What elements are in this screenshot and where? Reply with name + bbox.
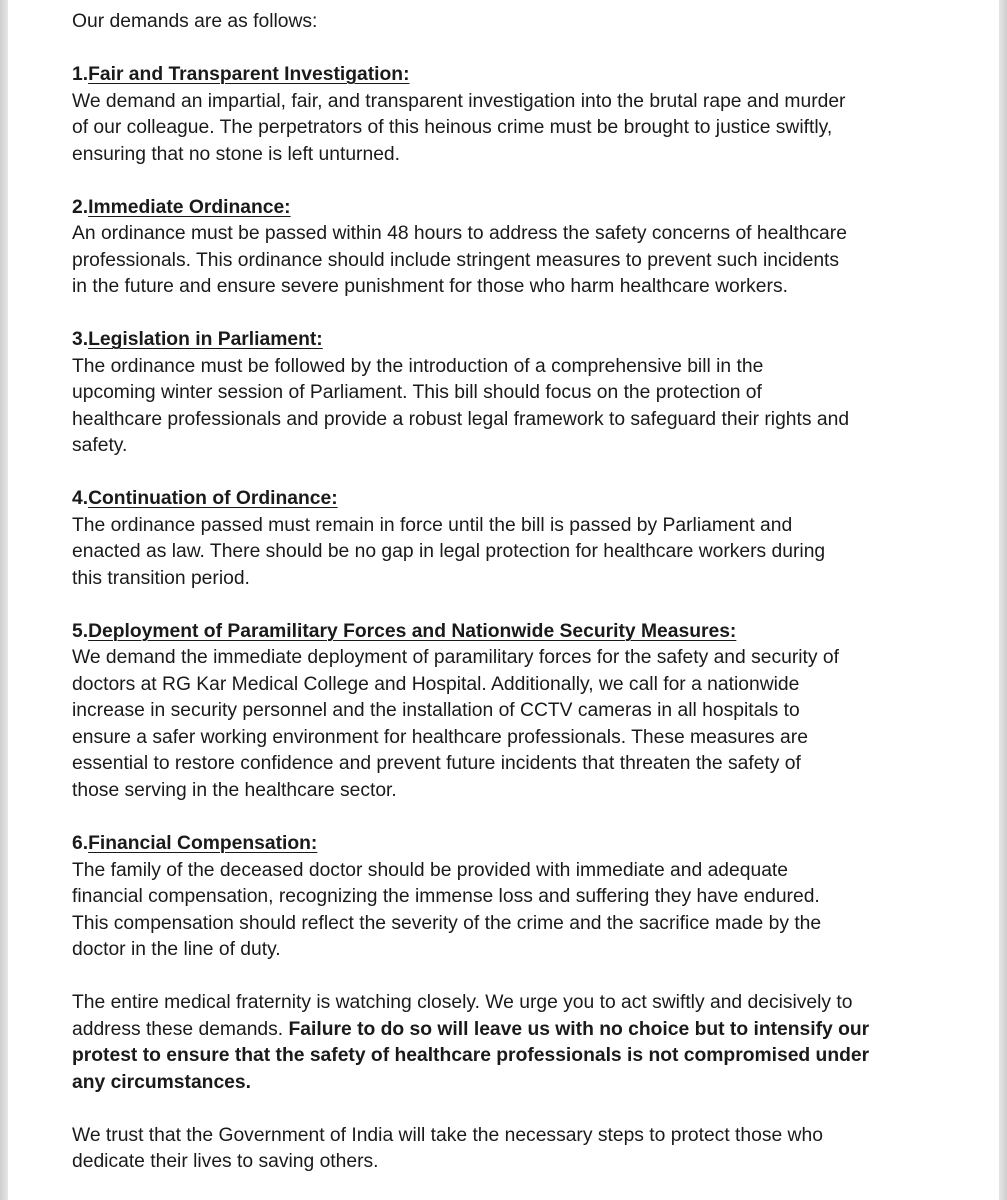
final-line: We trust that the Government of India will take the necessary steps to protect those who bbox=[72, 1124, 823, 1146]
demand-body-line: this transition period. bbox=[72, 567, 250, 589]
demand-body-line: The family of the deceased doctor should be provided with immediate and adequate bbox=[72, 859, 788, 881]
demand-body-line: ensure a safer working environment for healthcare professionals. These measures are bbox=[72, 726, 808, 748]
closing-bold-text: Failure to do so will leave us with no choice but to intensify our bbox=[288, 1018, 870, 1040]
demand-body-line: of our colleague. The perpetrators of this heinous crime must be brought to justice swiftly, bbox=[72, 117, 833, 139]
demand-body-line: An ordinance must be passed within 48 hours to address the safety concerns of healthcare bbox=[72, 223, 847, 245]
demand-body-line: This compensation should reflect the severity of the crime and the sacrifice made by the bbox=[72, 912, 822, 934]
demand-section bbox=[72, 36, 972, 169]
page-edge-left bbox=[0, 0, 8, 1200]
demand-section bbox=[72, 804, 972, 963]
demand-body-line: in the future and ensure severe punishment for those who harm healthcare workers. bbox=[72, 276, 788, 298]
closing-bold-text: any circumstances. bbox=[72, 1071, 251, 1093]
demand-body-line: those serving in the healthcare sector. bbox=[72, 779, 397, 801]
page-edge-right bbox=[999, 0, 1007, 1200]
demand-number: 2. bbox=[72, 196, 89, 218]
demand-body-line: essential to restore confidence and prevent future incidents that threaten the safety of bbox=[72, 753, 801, 775]
closing-bold-text: protest to ensure that the safety of healthcare professionals is not compromised under bbox=[72, 1045, 870, 1067]
demand-body-line: We demand an impartial, fair, and transparent investigation into the brutal rape and murder bbox=[72, 90, 846, 112]
demand-title: Deployment of Paramilitary Forces and Nationwide Security Measures: bbox=[88, 620, 737, 642]
demands-list bbox=[72, 36, 972, 964]
closing-line: The entire medical fraternity is watching closely. We urge you to act swiftly and decisively to bbox=[72, 992, 853, 1014]
demand-body-line: doctor in the line of duty. bbox=[72, 939, 281, 961]
demand-body-line: safety. bbox=[72, 435, 128, 457]
demand-section bbox=[72, 168, 972, 301]
demand-number: 6. bbox=[72, 832, 89, 854]
demand-heading bbox=[72, 327, 972, 354]
demand-body-line: doctors at RG Kar Medical College and Hospital. Additionally, we call for a nationwide bbox=[72, 673, 800, 695]
demand-number: 1. bbox=[72, 64, 89, 86]
demand-heading bbox=[72, 62, 972, 89]
demand-body-line: upcoming winter session of Parliament. This bill should focus on the protection of bbox=[72, 382, 762, 404]
demand-title: Financial Compensation: bbox=[88, 832, 318, 854]
closing-line bbox=[72, 1017, 972, 1044]
intro-text: Our demands are as follows: bbox=[72, 11, 318, 32]
demand-section bbox=[72, 301, 972, 460]
demand-heading bbox=[72, 831, 972, 858]
demand-body-line: We demand the immediate deployment of paramilitary forces for the safety and security of bbox=[72, 647, 839, 669]
demand-body-line: The ordinance passed must remain in force until the bill is passed by Parliament and bbox=[72, 514, 793, 536]
demand-body-line: increase in security personnel and the installation of CCTV cameras in all hospitals to bbox=[72, 700, 800, 722]
demand-title: Fair and Transparent Investigation: bbox=[88, 64, 410, 86]
closing-line bbox=[72, 1070, 972, 1097]
demand-body-line: professionals. This ordinance should include stringent measures to prevent such incidents bbox=[72, 249, 840, 271]
closing-line bbox=[72, 1043, 972, 1070]
demand-heading bbox=[72, 486, 972, 513]
demand-body-line: The ordinance must be followed by the introduction of a comprehensive bill in the bbox=[72, 355, 764, 377]
demand-title: Immediate Ordinance: bbox=[88, 196, 291, 218]
demand-body-line: financial compensation, recognizing the immense loss and suffering they have endured. bbox=[72, 886, 820, 908]
demand-title: Legislation in Parliament: bbox=[88, 329, 323, 351]
demand-body-line: enacted as law. There should be no gap in legal protection for healthcare workers during bbox=[72, 541, 826, 563]
demand-number: 5. bbox=[72, 620, 89, 642]
demand-section bbox=[72, 460, 972, 593]
demand-number: 3. bbox=[72, 329, 89, 351]
demand-heading bbox=[72, 619, 972, 646]
demand-section bbox=[72, 592, 972, 804]
document-body bbox=[72, 9, 972, 1176]
demand-body-line: healthcare professionals and provide a robust legal framework to safeguard their rights and bbox=[72, 408, 850, 430]
final-line: dedicate their lives to saving others. bbox=[72, 1151, 379, 1173]
demand-body-line: ensuring that no stone is left unturned. bbox=[72, 143, 400, 165]
demand-number: 4. bbox=[72, 488, 89, 510]
demand-title: Continuation of Ordinance: bbox=[88, 488, 338, 510]
closing-text: address these demands. bbox=[72, 1018, 289, 1040]
demand-heading bbox=[72, 195, 972, 222]
